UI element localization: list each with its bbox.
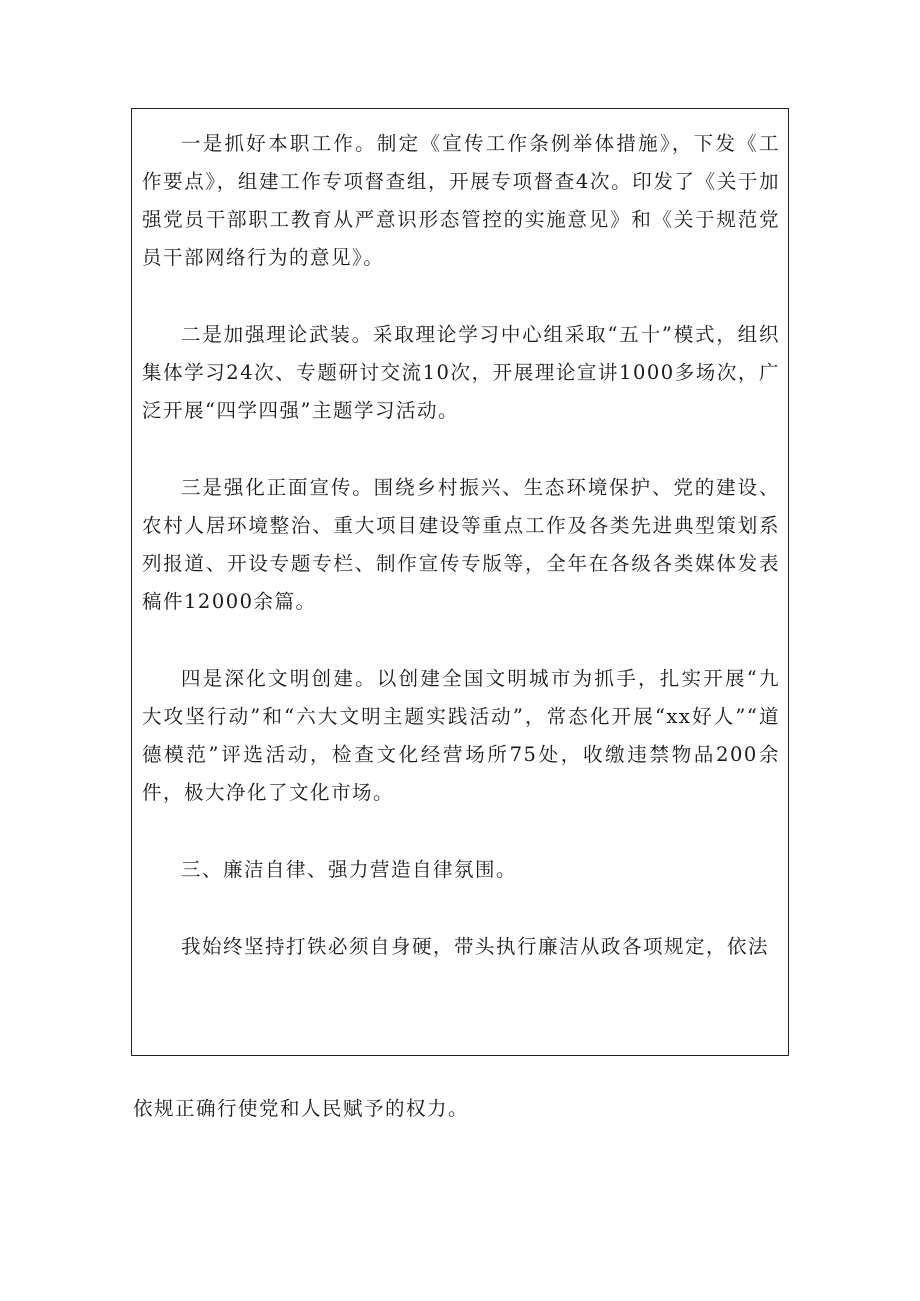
paragraph-3: 三是强化正面宣传。围绕乡村振兴、生态环境保护、党的建设、农村人居环境整治、重大项目建设等重点工作及各类先进典型策划系列报道、开设专题专栏、制作宣传专版等，全年在各级各类媒体发表稿件12000余篇。 [142,476,780,613]
paragraph-2: 二是加强理论武装。采取理论学习中心组采取“五十”模式，组织集体学习24次、专题研讨交流10次，开展理论宣讲1000多场次，广泛开展“四学四强”主题学习活动。 [142,323,780,422]
paragraph-4: 四是深化文明创建。以创建全国文明城市为抓手，扎实开展“九大攻坚行动”和“六大文明主题实践活动”，常态化开展“xx好人”“道德模范”评选活动，检查文化经营场所75处，收缴违禁物品200余件，极大净化了文化市场。 [142,667,780,804]
paragraph-1: 一是抓好本职工作。制定《宣传工作条例举体措施》，下发《工作要点》，组建工作专项督查组，开展专项督查4次。印发了《关于加强党员干部职工教育从严意识形态管控的实施意见》和《关于规范党员干部网络行为的意见》。 [142,132,780,269]
document-frame [131,108,789,1056]
paragraph-6: 我始终坚持打铁必须自身硬，带头执行廉洁从政各项规定，依法 [181,935,770,958]
continuation-text: 依规正确行使党和人民赋予的权力。 [133,1097,470,1120]
section-heading: 三、廉洁自律、强力营造自律氛围。 [181,858,518,881]
